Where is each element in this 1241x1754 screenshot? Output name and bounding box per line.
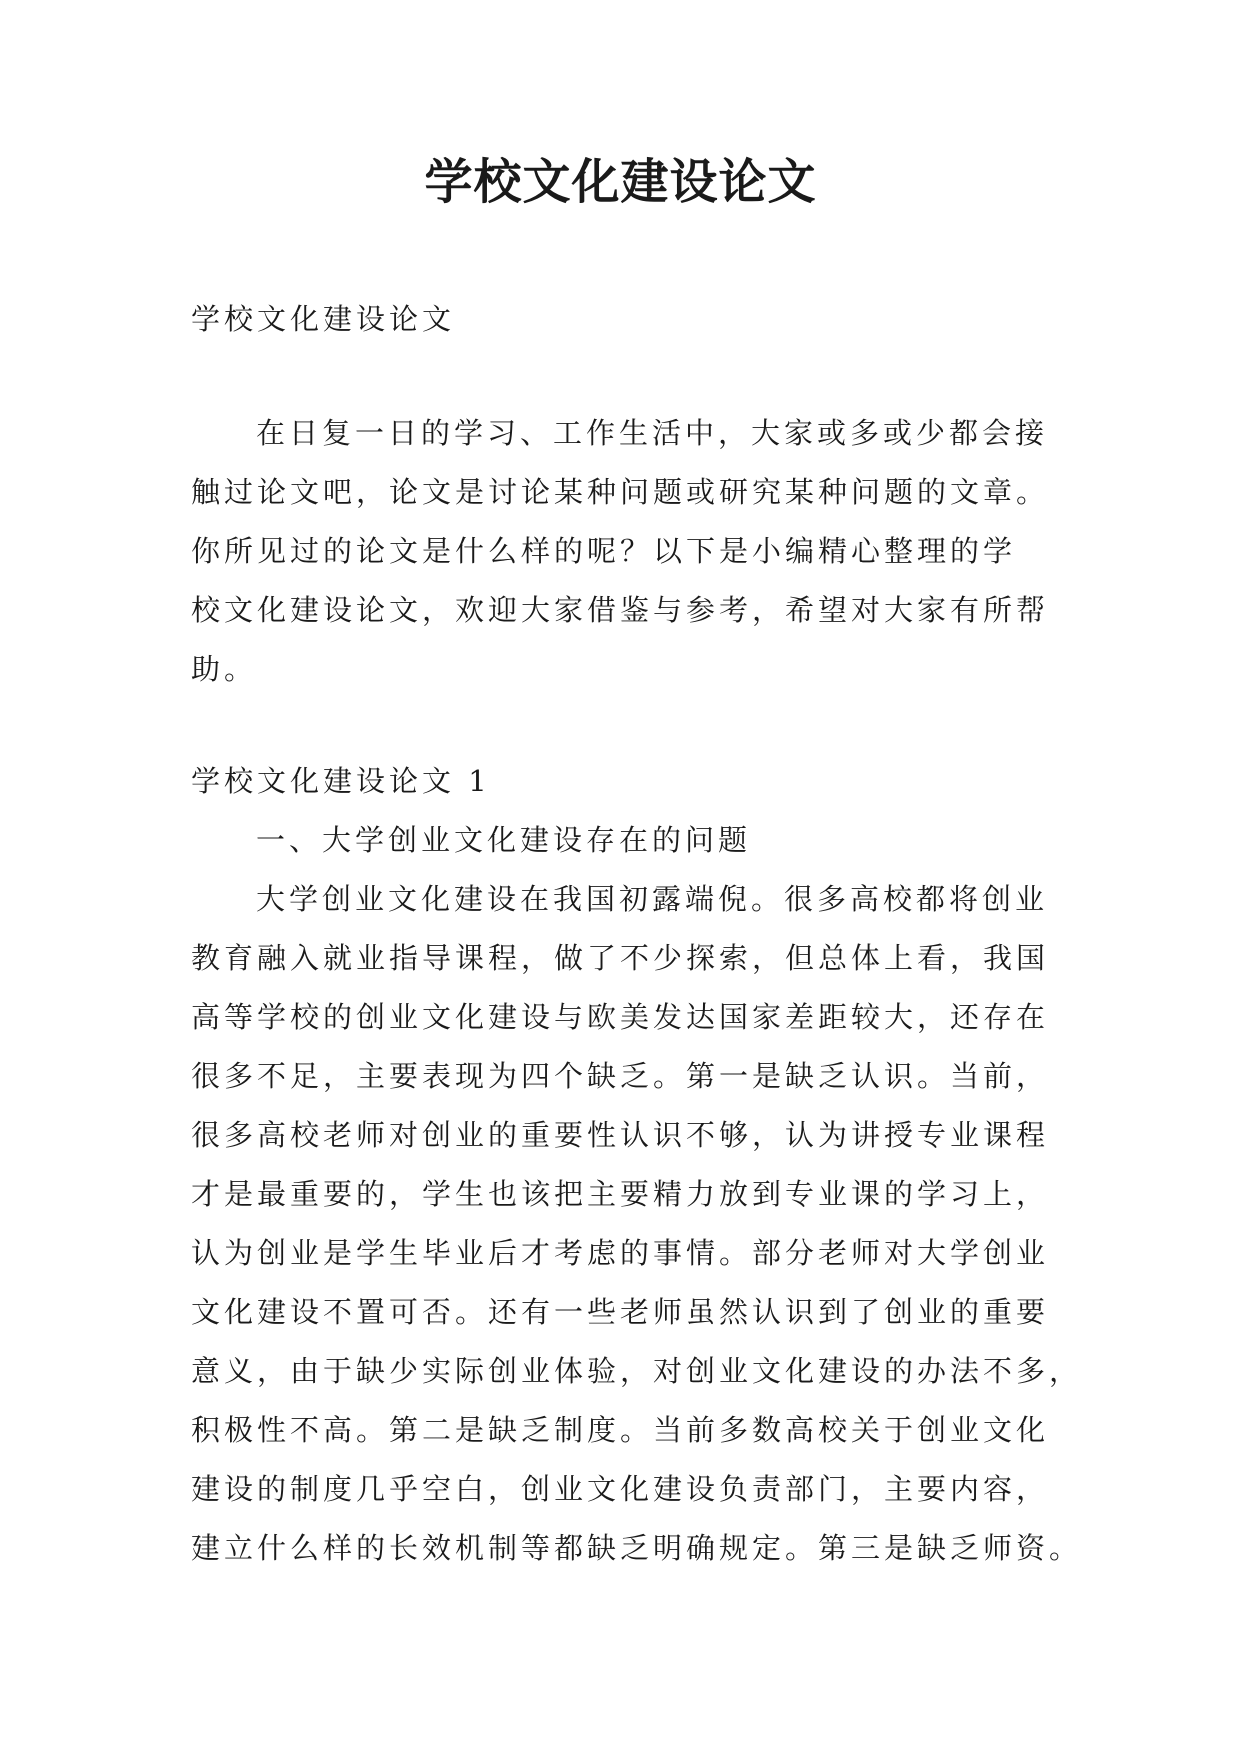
body-line: 教育融入就业指导课程，做了不少探索，但总体上看，我国 — [191, 941, 1050, 975]
intro-line: 在日复一日的学习、工作生活中，大家或多或少都会接 — [256, 416, 1049, 450]
document-subtitle: 学校文化建设论文 — [191, 302, 456, 336]
body-line: 高等学校的创业文化建设与欧美发达国家差距较大，还存在 — [191, 1000, 1050, 1034]
intro-paragraph — [191, 404, 1061, 699]
body-line: 建设的制度几乎空白，创业文化建设负责部门，主要内容， — [191, 1472, 1050, 1506]
intro-line: 触过论文吧，论文是讨论某种问题或研究某种问题的文章。 — [191, 475, 1050, 509]
body-line: 建立什么样的长效机制等都缺乏明确规定。第三是缺乏师资。 — [191, 1531, 1083, 1565]
intro-line: 校文化建设论文，欢迎大家借鉴与参考，希望对大家有所帮 — [191, 593, 1050, 627]
body-line: 很多不足，主要表现为四个缺乏。第一是缺乏认识。当前， — [191, 1059, 1050, 1093]
body-line: 才是最重要的，学生也该把主要精力放到专业课的学习上， — [191, 1177, 1050, 1211]
body-line: 大学创业文化建设在我国初露端倪。很多高校都将创业 — [256, 882, 1049, 916]
intro-line: 助。 — [191, 652, 258, 686]
section-body — [191, 811, 1083, 1578]
body-line: 认为创业是学生毕业后才考虑的事情。部分老师对大学创业 — [191, 1236, 1050, 1270]
body-line: 意义，由于缺少实际创业体验，对创业文化建设的办法不多， — [191, 1354, 1083, 1388]
intro-line: 你所见过的论文是什么样的呢？以下是小编精心整理的学 — [191, 534, 1017, 568]
body-line: 很多高校老师对创业的重要性认识不够，认为讲授专业课程 — [191, 1118, 1050, 1152]
body-line: 文化建设不置可否。还有一些老师虽然认识到了创业的重要 — [191, 1295, 1050, 1329]
section-heading: 学校文化建设论文 1 — [191, 764, 491, 798]
document-title: 学校文化建设论文 — [424, 154, 817, 210]
body-line: 积极性不高。第二是缺乏制度。当前多数高校关于创业文化 — [191, 1413, 1050, 1447]
subsection-heading: 一、大学创业文化建设存在的问题 — [256, 823, 752, 857]
